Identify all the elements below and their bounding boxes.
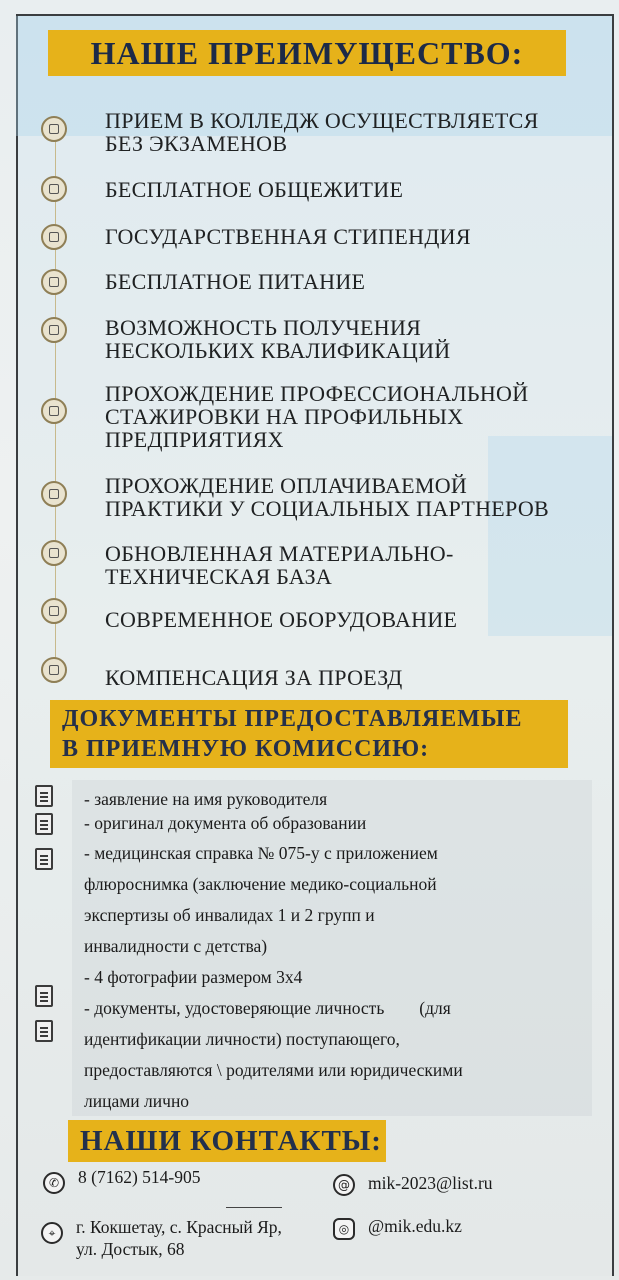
document-item: - медицинская справка № 075-у с приложением xyxy=(84,843,438,863)
background-shape-right xyxy=(488,436,612,636)
advantage-text-line: БЕСПЛАТНОЕ ПИТАНИЕ xyxy=(105,269,366,294)
phone-icon: ✆ xyxy=(43,1172,65,1194)
contacts-title: НАШИ КОНТАКТЫ: xyxy=(68,1120,386,1162)
advantage-item xyxy=(105,270,365,293)
document-item: флюроснимка (заключение медико-социальной xyxy=(84,874,437,894)
advantage-text-line: БЕЗ ЭКЗАМЕНОВ xyxy=(105,131,288,156)
advantage-item xyxy=(105,608,457,631)
document-item: инвалидности с детства) xyxy=(84,936,268,956)
document-item: - документы, удостоверяющие личность (для xyxy=(84,998,451,1018)
advantage-text-line: ПРАКТИКИ У СОЦИАЛЬНЫХ ПАРТНЕРОВ xyxy=(105,496,549,521)
email-link[interactable]: mik-2023@list.ru xyxy=(368,1173,493,1193)
advantage-text-line: СОВРЕМЕННОЕ ОБОРУДОВАНИЕ xyxy=(105,607,458,632)
id-card-icon xyxy=(35,1020,53,1042)
advantage-text-line: КОМПЕНСАЦИЯ ЗА ПРОЕЗД xyxy=(105,665,403,690)
advantage-text-line: БЕСПЛАТНОЕ ОБЩЕЖИТИЕ xyxy=(105,177,404,202)
advantage-text-line: ТЕХНИЧЕСКАЯ БАЗА xyxy=(105,564,333,589)
document-item: предоставляются \ родителями или юридическими xyxy=(84,1060,463,1080)
document-item: идентификации личности) поступающего, xyxy=(84,1029,400,1049)
pen-document-icon xyxy=(35,785,53,807)
document-item: лицами лично xyxy=(84,1091,190,1111)
advantage-item xyxy=(105,382,528,451)
equipment-icon xyxy=(41,598,67,624)
advantage-text-line: ВОЗМОЖНОСТЬ ПОЛУЧЕНИЯ xyxy=(105,315,422,340)
divider-line xyxy=(226,1207,282,1208)
advantage-item xyxy=(105,542,454,588)
document-icon xyxy=(35,813,53,835)
clipboard-icon xyxy=(35,848,53,870)
address-line: ул. Достык, 68 xyxy=(76,1239,185,1259)
instagram-icon: ◎ xyxy=(333,1218,355,1240)
bed-icon xyxy=(41,176,67,202)
advantage-text-line: ПРОХОЖДЕНИЕ ПРОФЕССИОНАЛЬНОЙ xyxy=(105,381,529,406)
food-icon xyxy=(41,269,67,295)
documents-list xyxy=(84,788,594,1114)
advantage-text-line: ПРЕДПРИЯТИЯХ xyxy=(105,427,284,452)
advantage-text-line: ОБНОВЛЕННАЯ МАТЕРИАЛЬНО- xyxy=(105,541,454,566)
advantage-item xyxy=(105,666,403,689)
address xyxy=(76,1216,282,1260)
document-item: - 4 фотографии размером 3х4 xyxy=(84,967,303,987)
scholarship-icon xyxy=(41,224,67,250)
location-pin-icon: ⌖ xyxy=(41,1222,63,1244)
advantage-text-line: НЕСКОЛЬКИХ КВАЛИФИКАЦИЙ xyxy=(105,338,451,363)
photo-icon xyxy=(35,985,53,1007)
application-icon xyxy=(41,116,67,142)
documents-title xyxy=(50,700,568,768)
document-item: экспертизы об инвалидах 1 и 2 групп и xyxy=(84,905,375,925)
gear-icon xyxy=(41,540,67,566)
advantage-text-line: СТАЖИРОВКИ НА ПРОФИЛЬНЫХ xyxy=(105,404,464,429)
address-line: г. Кокшетау, с. Красный Яр, xyxy=(76,1217,282,1237)
advantage-text-line: ПРОХОЖДЕНИЕ ОПЛАЧИВАЕМОЙ xyxy=(105,473,468,498)
documents-title-line: В ПРИЕМНУЮ КОМИССИЮ: xyxy=(62,736,430,762)
advantage-text-line: ГОСУДАРСТВЕННАЯ СТИПЕНДИЯ xyxy=(105,224,471,249)
document-item: - заявление на имя руководителя xyxy=(84,789,328,809)
documents-title-line: ДОКУМЕНТЫ ПРЕДОСТАВЛЯЕМЫЕ xyxy=(62,706,523,732)
document-item: - оригинал документа об образовании xyxy=(84,813,367,833)
instagram-link[interactable]: @mik.edu.kz xyxy=(368,1216,462,1236)
qualification-icon xyxy=(41,317,67,343)
advantage-item xyxy=(105,178,403,201)
at-sign-icon: @ xyxy=(333,1174,355,1196)
partners-icon xyxy=(41,481,67,507)
advantage-item xyxy=(105,109,539,155)
advantage-text-line: ПРИЕМ В КОЛЛЕДЖ ОСУЩЕСТВЛЯЕТСЯ xyxy=(105,108,539,133)
transport-icon xyxy=(41,657,67,683)
phone-number[interactable]: 8 (7162) 514-905 xyxy=(78,1167,201,1187)
internship-icon xyxy=(41,398,67,424)
advantages-title: НАШЕ ПРЕИМУЩЕСТВО: xyxy=(48,30,566,76)
advantage-item xyxy=(105,474,549,520)
advantage-item xyxy=(105,225,471,248)
advantage-item xyxy=(105,316,450,362)
